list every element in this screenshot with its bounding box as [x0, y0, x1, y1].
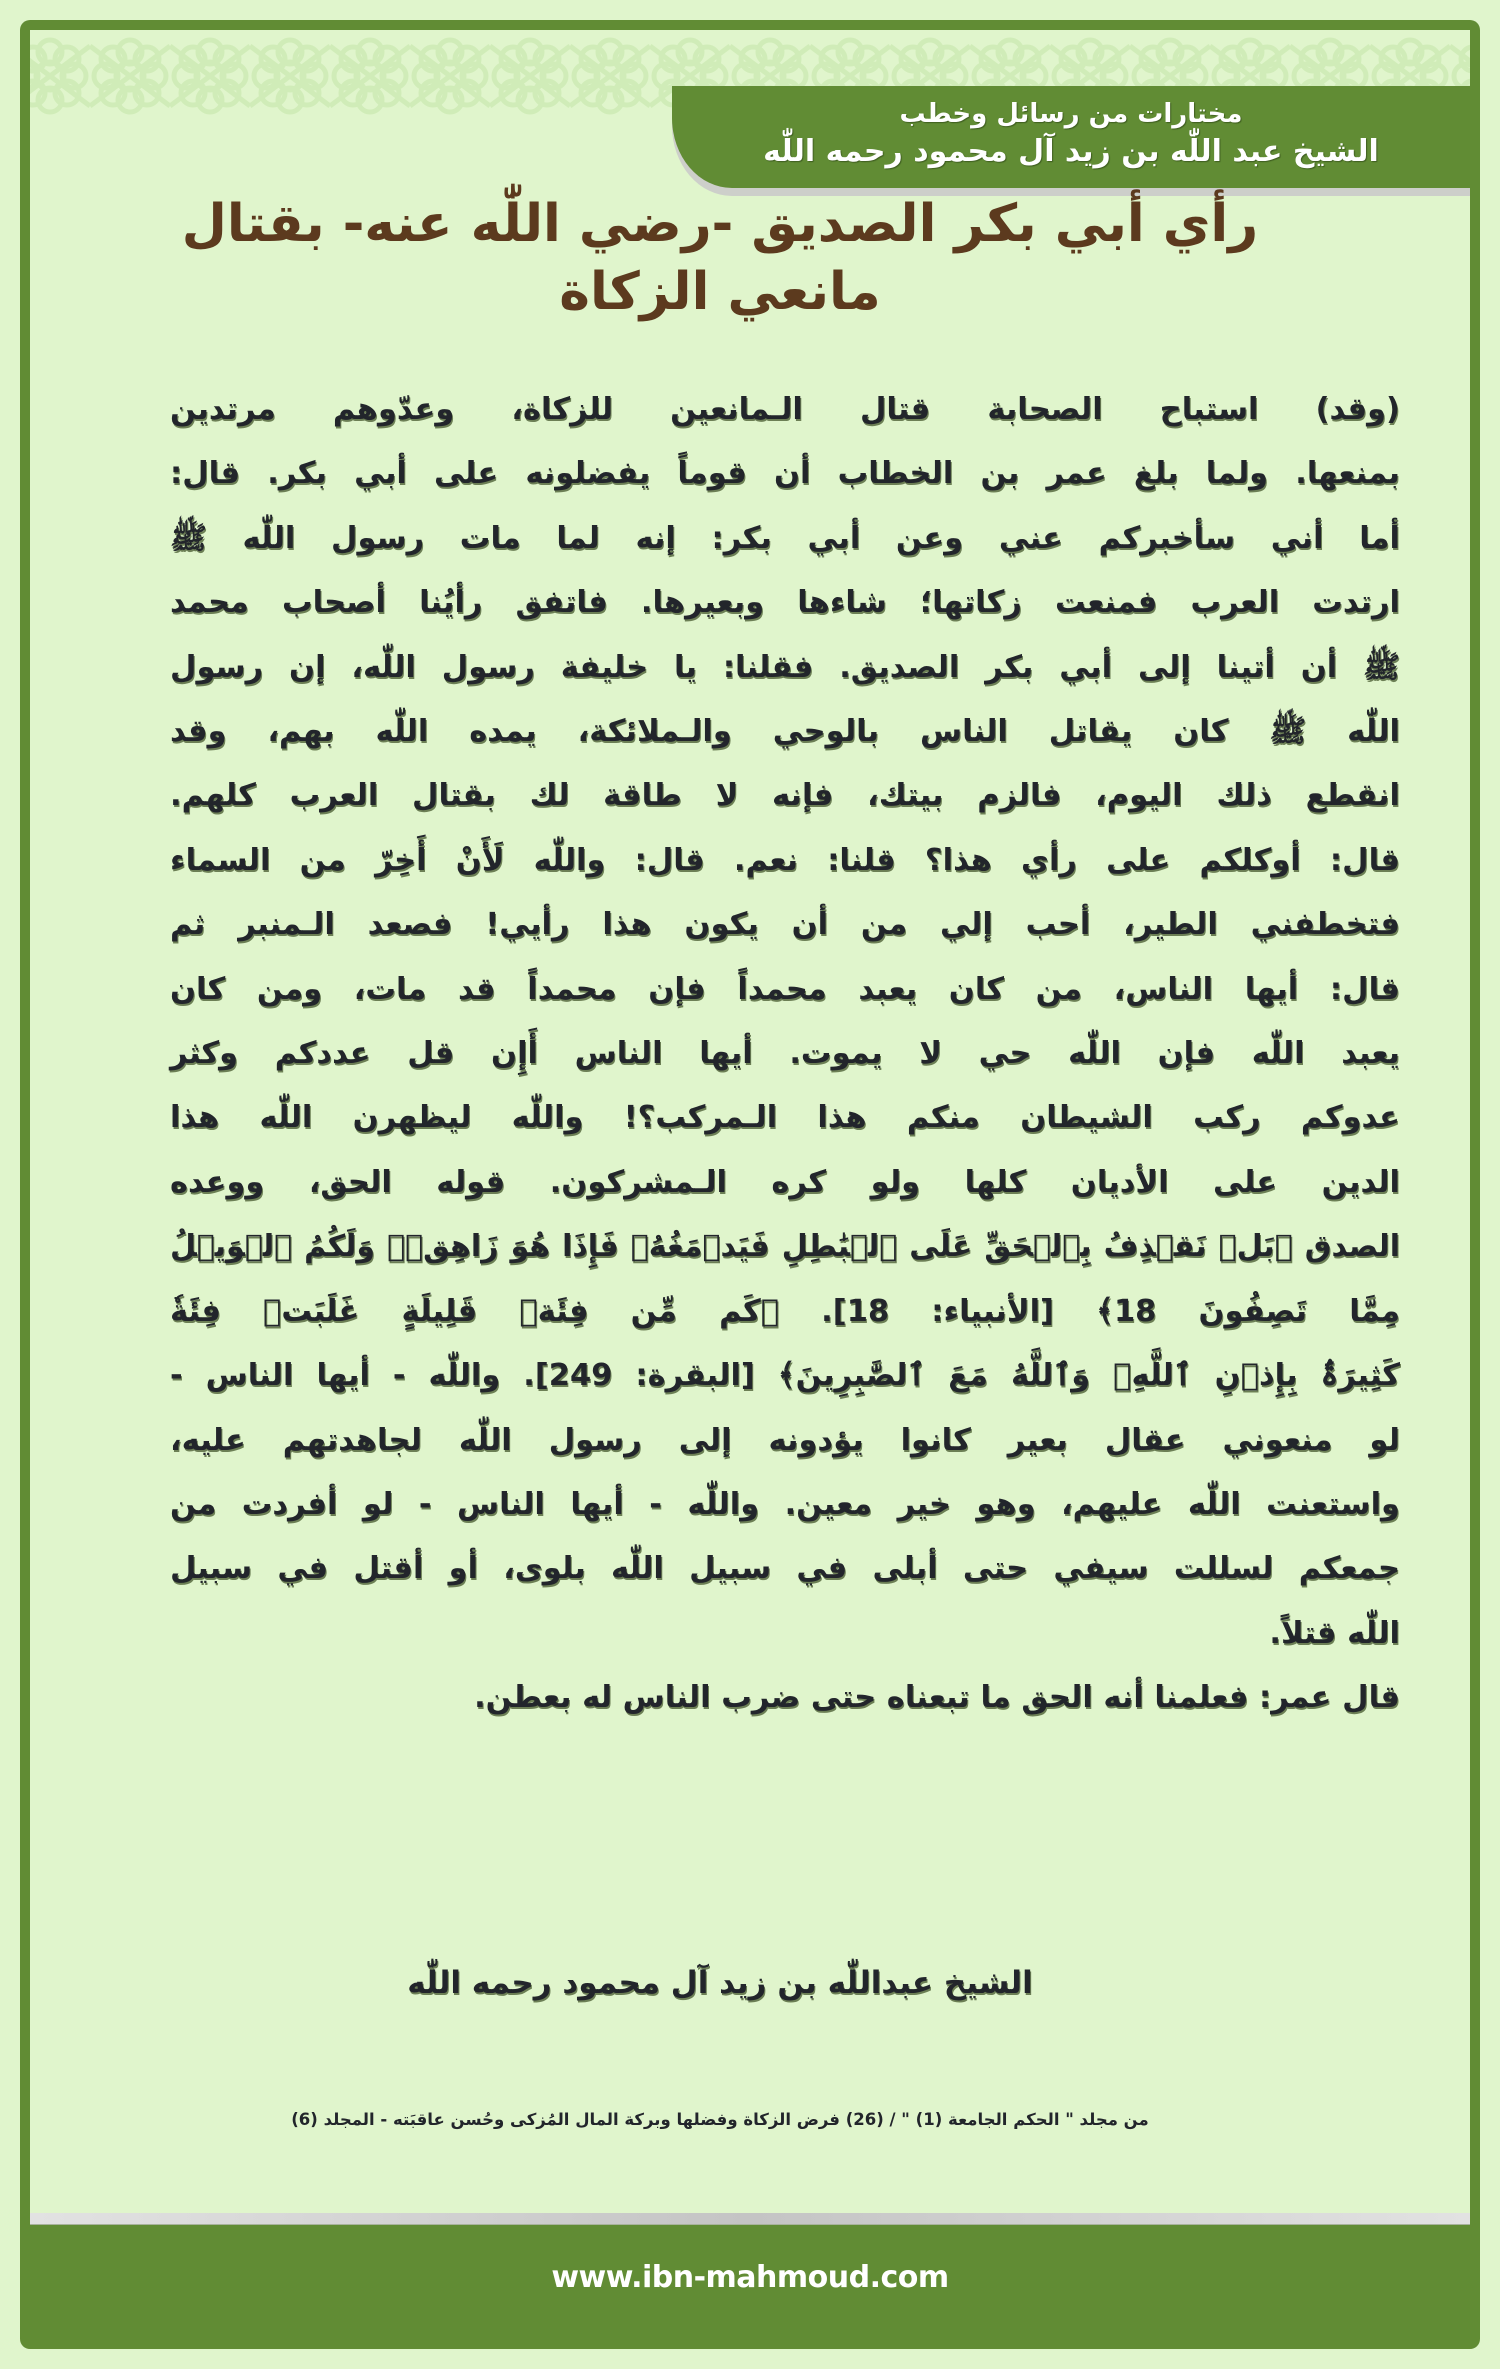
author-signature: الشيخ عبداللّٰه بن زيد آل محمود رحمه اللّٰه: [407, 1965, 1033, 2001]
divider-band: [30, 2213, 1470, 2225]
body-line: انقطع ذلك اليوم، فالزم بيتك، فإنه لا طاقة لك بقتال العرب كلهم.: [170, 778, 1400, 814]
quran-verse-line: مِمَّا تَصِفُونَ 18﴾ [الأنبياء: 18]. ﴿كَم مِّن فِئَةٖ قَلِيلَةٍ غَلَبَتۡ فِئَةٗ: [170, 1293, 1401, 1329]
header-banner: [672, 86, 1470, 188]
body-line: يعبد اللّٰه فإن اللّٰه حي لا يموت. أيها الناس أَإِن قل عددكم وكثر: [170, 1036, 1400, 1072]
body-line: عدوكم ركب الشيطان منكم هذا الـمركب؟! واللّٰه ليظهرن اللّٰه هذا: [170, 1100, 1400, 1136]
body-line: اللّٰه قتلاً.: [1269, 1615, 1400, 1651]
author-name: الشيخ عبد اللّٰه بن زيد آل محمود رحمه اللّٰه: [763, 134, 1379, 169]
body-line: قال: أوكلكم على رأي هذا؟ قلنا: نعم. قال: واللّٰه لَأَنْ أَخِرّ من السماء: [170, 842, 1400, 878]
body-line: فتخطفني الطير، أحب إلي من أن يكون هذا رأيي! فصعد الـمنبر ثم: [170, 907, 1400, 943]
series-title: مختارات من رسائل وخطب: [899, 99, 1243, 129]
article-title-line: مانعي الزكاة: [559, 262, 881, 322]
body-line: ارتدت العرب فمنعت زكاتها؛ شاءها وبعيرها. فاتفق رأيُنا أصحاب محمد: [170, 585, 1400, 621]
body-line: (وقد) استباح الصحابة قتال الـمانعين للزكاة، وعدّوهم مرتدين: [170, 392, 1400, 427]
quran-verse-line: الصدق ﴿بَلۡ نَقۡذِفُ بِٱلۡحَقِّ عَلَى ٱلۡبَٰطِلِ فَيَدۡمَغُهُۥ فَإِذَا هُوَ زَاهِقٞۚ وَلَكُمُ ٱلۡوَيۡلُ: [170, 1229, 1400, 1265]
article-title-line: رأي أبي بكر الصديق -رضي اللّٰه عنه- بقتال: [181, 194, 1259, 254]
body-line: اللّٰه ﷺ كان يقاتل الناس بالوحي والـملائكة، يمده اللّٰه بهم، وقد: [170, 714, 1400, 750]
quran-verse-line: كَثِيرَةَۢ بِإِذۡنِ ٱللَّهِۗ وَٱللَّهُ مَعَ ٱلصَّٰبِرِينَ﴾ [البقرة: 249]. واللّٰه - أيها الناس -: [170, 1358, 1401, 1394]
body-line: بمنعها. ولما بلغ عمر بن الخطاب أن قوماً يفضلونه على أبي بكر. قال:: [170, 456, 1400, 492]
article-body: [170, 378, 1400, 1731]
source-citation: من مجلد " الحكم الجامعة (1) " / (26) فرض الزكاة وفضلها وبركة المال المُزكى وحُسن عاقبَته - المجلد (6): [291, 2110, 1149, 2129]
article-title: [80, 190, 1360, 326]
body-line: أما أني سأخبركم عني وعن أبي بكر: إنه لما مات رسول اللّٰه ﷺ: [170, 520, 1400, 556]
website-link[interactable]: www.ibn-mahmoud.com: [551, 2260, 949, 2295]
body-line: قال: أيها الناس، من كان يعبد محمداً فإن محمداً قد مات، ومن كان: [170, 971, 1400, 1007]
body-line: لو منعوني عقال بعير كانوا يؤدونه إلى رسول اللّٰه لجاهدتهم عليه،: [170, 1422, 1400, 1458]
body-line: ﷺ أن أتينا إلى أبي بكر الصديق. فقلنا: يا خليفة رسول اللّٰه، إن رسول: [170, 649, 1400, 685]
body-line: جمعكم لسللت سيفي حتى أبلى في سبيل اللّٰه بلوى، أو أقتل في سبيل: [170, 1551, 1400, 1587]
body-line: واستعنت اللّٰه عليهم، وهو خير معين. واللّٰه - أيها الناس - لو أفردت من: [170, 1486, 1400, 1522]
body-line: الدين على الأديان كلها ولو كره الـمشركون. قوله الحق، ووعده: [170, 1164, 1400, 1200]
body-line: قال عمر: فعلمنا أنه الحق ما تبعناه حتى ضرب الناس له بعطن.: [474, 1680, 1400, 1716]
